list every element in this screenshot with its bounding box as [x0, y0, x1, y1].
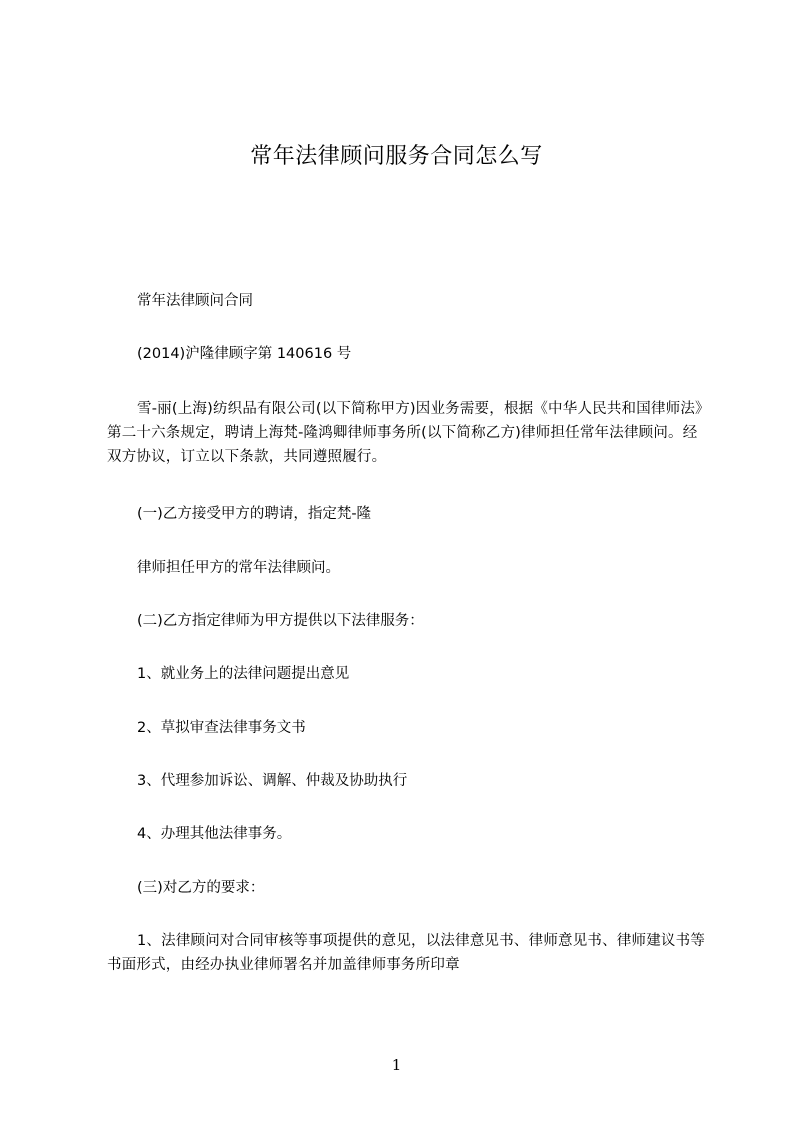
contract-number: (2014)沪隆律顾字第 140616 号	[137, 346, 352, 362]
clause-1: (一)乙方接受甲方的聘请，指定梵-隆	[137, 506, 372, 522]
clause-3: (三)对乙方的要求：	[137, 880, 265, 896]
preamble-paragraph: 雪-丽(上海)纺织品有限公司(以下简称甲方)因业务需要，根据《中华人民共和国律师法》第二十六条规定，聘请上海梵-隆鸿卿律师事务所(以下简称乙方)律师担任常年法律顾问。经双方协议，订立以下条款，共同遵照履行。	[107, 401, 703, 465]
service-item-3: 3、代理参加诉讼、调解、仲裁及协助执行	[137, 773, 408, 789]
contract-heading: 常年法律顾问合同	[137, 293, 253, 309]
clause-2: (二)乙方指定律师为甲方提供以下法律服务：	[137, 613, 424, 629]
service-item-4: 4、办理其他法律事务。	[137, 826, 292, 842]
service-item-2: 2、草拟审查法律事务文书	[137, 720, 306, 736]
page-number: 1	[391, 1056, 402, 1074]
requirement-item-1: 1、法律顾问对合同审核等事项提供的意见，以法律意见书、律师意见书、律师建议书等书面形式，由经办执业律师署名并加盖律师事务所印章	[107, 933, 706, 973]
document-title: 常年法律顾问服务合同怎么写	[250, 144, 543, 169]
service-item-1: 1、就业务上的法律问题提出意见	[137, 666, 350, 682]
clause-1-continued: 律师担任甲方的常年法律顾问。	[137, 560, 340, 576]
